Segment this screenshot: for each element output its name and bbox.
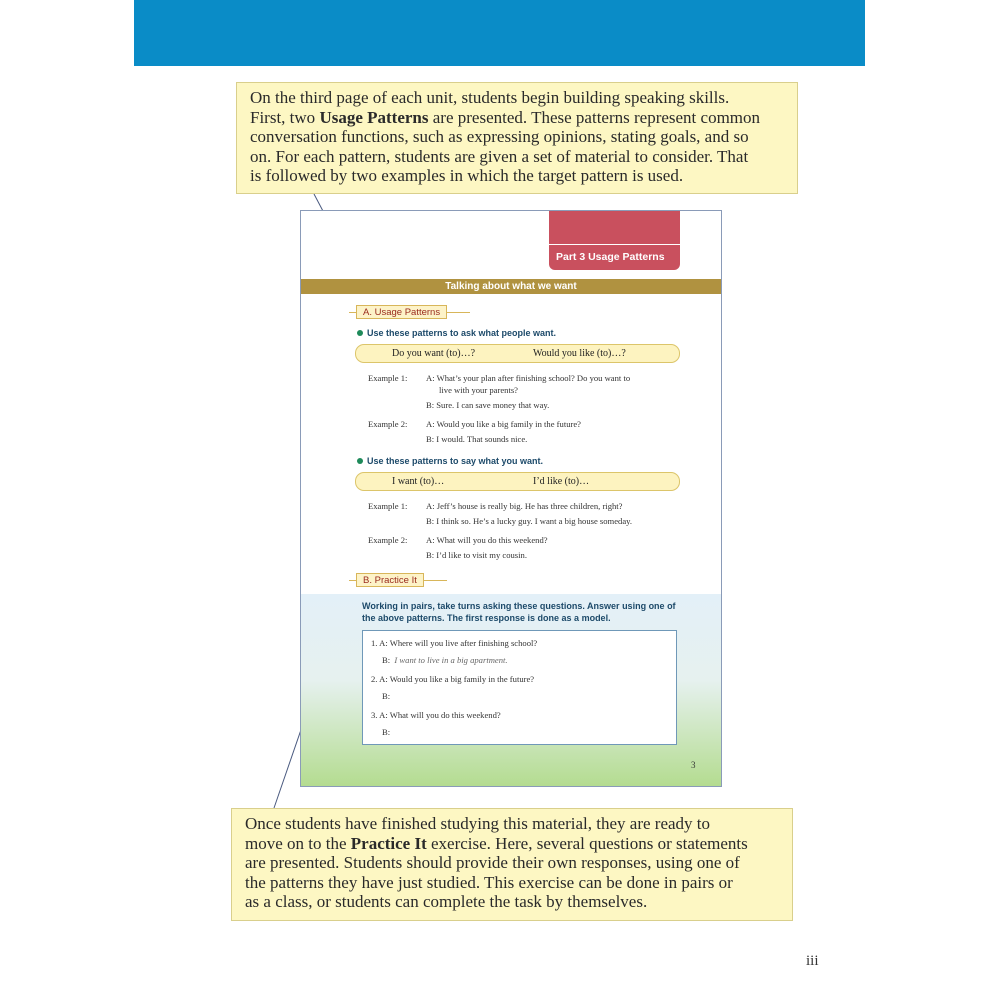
callout-line: are presented. Students should provide their own responses, using one of — [245, 853, 740, 873]
callout-line: the patterns they have just studied. This exercise can be done in pairs or — [245, 872, 733, 892]
usage-patterns-term: Usage Patterns — [319, 107, 429, 127]
pattern-bar — [355, 344, 680, 363]
pattern-phrase: Would you like (to)…? — [533, 348, 626, 359]
callout-line: as a class, or students can complete the task by themselves. — [245, 892, 648, 912]
example-line: B: I think so. He’s a lucky guy. I want a big house someday. — [426, 516, 633, 526]
practice-answer: B: I want to live in a big apartment. — [382, 655, 508, 665]
practice-it-callout — [231, 808, 793, 921]
example-line: A: Jeff’s house is really big. He has three children, right? — [426, 501, 623, 511]
sample-textbook-page — [300, 210, 722, 787]
section-b-label: B. Practice It — [356, 573, 424, 587]
callout-line: move on to the Practice It exercise. Here, several questions or statements — [245, 833, 748, 853]
part-tab: Part 3 Usage Patterns — [549, 245, 680, 270]
pattern-bar — [355, 472, 680, 491]
example-line: A: What will you do this weekend? — [426, 535, 548, 545]
pattern-phrase: I’d like (to)… — [533, 476, 590, 487]
example-line: live with your parents? — [439, 385, 518, 395]
callout-line: Once students have finished studying this material, they are ready to — [245, 814, 711, 833]
part-color-block — [549, 211, 680, 244]
callout-line: On the third page of each unit, students begin building speaking skills. — [250, 88, 730, 107]
practice-answer: B: — [382, 727, 391, 737]
pattern-phrase: I want (to)… — [392, 476, 445, 487]
practice-answer: B: — [382, 691, 391, 701]
section-a-label: A. Usage Patterns — [356, 305, 447, 319]
callout-line: on. For each pattern, students are given a set of material to consider. That — [250, 146, 749, 166]
page-number: iii — [806, 953, 819, 969]
callout-line: First, two Usage Patterns are presented. These patterns represent common — [250, 107, 761, 127]
example-line: B: I would. That sounds nice. — [426, 434, 528, 444]
example-line: A: Would you like a big family in the future? — [426, 419, 581, 429]
example-line: B: Sure. I can save money that way. — [426, 400, 550, 410]
bullet-icon — [357, 458, 363, 464]
practice-question: 1. A: Where will you live after finishing school? — [371, 638, 538, 648]
pattern-instruction: Use these patterns to say what you want. — [357, 456, 543, 466]
header-color-band — [134, 0, 865, 66]
callout-line: is followed by two examples in which the target pattern is used. — [250, 166, 684, 186]
practice-it-term: Practice It — [350, 833, 427, 853]
callout-line: conversation functions, such as expressing opinions, stating goals, and so — [250, 127, 749, 147]
example-label: Example 2: — [368, 419, 408, 429]
bullet-icon — [357, 330, 363, 336]
model-answer: I want to live in a big apartment. — [394, 655, 508, 665]
usage-patterns-callout — [236, 82, 798, 194]
practice-questions-box — [362, 630, 677, 745]
sample-page-number: 3 — [691, 760, 696, 770]
example-line: A: What’s your plan after finishing school? Do you want to — [426, 373, 631, 383]
practice-question: 3. A: What will you do this weekend? — [371, 710, 501, 720]
practice-instruction: Working in pairs, take turns asking these questions. Answer using one of the above patterns. The first response is done as a model. — [362, 601, 676, 623]
practice-question: 2. A: Would you like a big family in the future? — [371, 674, 535, 684]
example-label: Example 1: — [368, 501, 408, 511]
example-line: B: I’d like to visit my cousin. — [426, 550, 527, 560]
example-label: Example 2: — [368, 535, 408, 545]
pattern-phrase: Do you want (to)…? — [392, 348, 476, 359]
pattern-instruction: Use these patterns to ask what people want. — [357, 328, 556, 338]
example-label: Example 1: — [368, 373, 408, 383]
topic-title-bar: Talking about what we want — [301, 279, 721, 294]
